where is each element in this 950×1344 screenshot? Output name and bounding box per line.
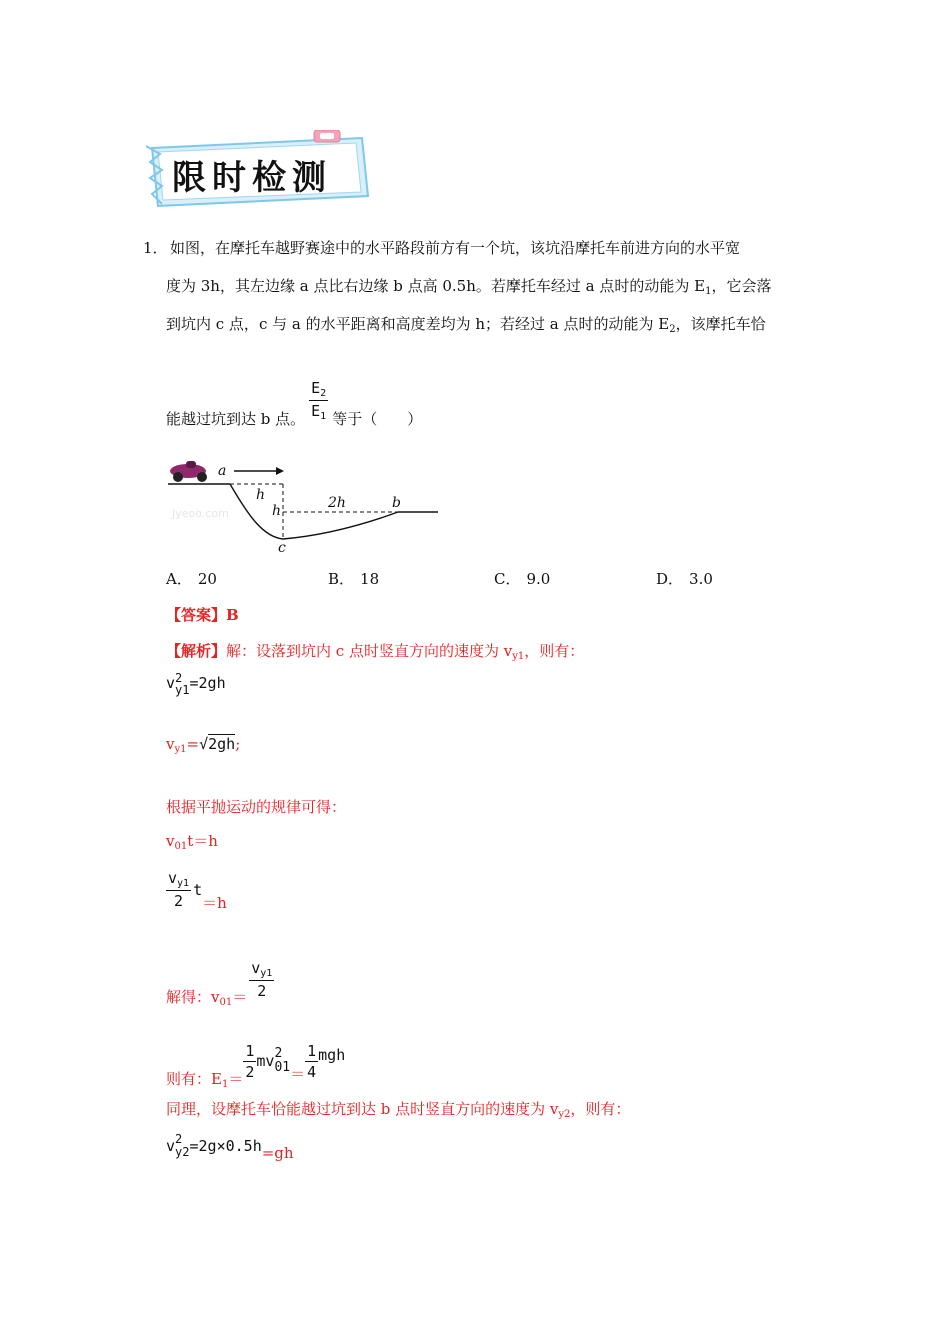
- rule-text: 根据平抛运动的规律可得：: [166, 798, 347, 816]
- question-line-2: [166, 275, 771, 297]
- pit-diagram-svg: [168, 455, 443, 555]
- ratio-denominator: $E_1$: [311, 402, 327, 422]
- label-2h: 2h: [328, 495, 346, 511]
- half-fraction: $\frac{1}{2}$: [245, 1041, 255, 1081]
- option-b: B． 18: [328, 570, 380, 588]
- question-line-1: 如图，在摩托车越野赛途中的水平路段前方有一个坑，该坑沿摩托车前进方向的水平宽: [170, 239, 741, 257]
- section-title: 限时检测: [172, 158, 332, 198]
- analysis-intro-text: 解：设落到坑内 c 点时竖直方向的速度为 v: [226, 642, 513, 660]
- question-line-4: [166, 372, 422, 429]
- paper-clip-icon: [314, 130, 340, 142]
- equation-e1: 则有：$E_1=$ $\frac{1}{2}$ mv 2 01 ＝ $\frac{1}{4}$ mgh: [166, 1041, 346, 1090]
- analysis-intro: [166, 640, 584, 662]
- e2-subscript: 2: [669, 324, 676, 335]
- analysis-label: 【解析】: [166, 642, 227, 660]
- question-number: 1．: [143, 239, 168, 257]
- label-h-top: h: [256, 487, 266, 503]
- question-line-4-tail: 等于（ ）: [332, 410, 423, 428]
- question-line-2-tail: ，它会落: [711, 277, 772, 295]
- quarter-fraction: $\frac{1}{4}$: [307, 1041, 317, 1081]
- question-line-3-text: 到坑内 c 点，c 与 a 的水平距离和高度差均为 h；若经过 a 点时的动能为 E: [166, 315, 670, 333]
- question-line-2-text: 度为 3h，其左边缘 a 点比右边缘 b 点高 0.5h。若摩托车经过 a 点时的动能为 E: [166, 277, 706, 295]
- option-c: C． 9.0: [494, 570, 551, 588]
- question-line-3: [166, 313, 766, 335]
- equation-solve: 解得：$v_{01}=$ $\frac{v_{y1}}{2}$: [166, 958, 273, 1008]
- label-c: c: [278, 540, 286, 555]
- arrow-head-icon: [276, 467, 284, 475]
- ratio-numerator: $E_2$: [311, 379, 327, 399]
- equation-4: $\frac{v_{y1}}{2}$ t ＝h: [168, 869, 227, 912]
- v01-fraction: $\frac{v_{y1}}{2}$: [251, 958, 273, 1000]
- e1-subscript: 1: [705, 286, 712, 297]
- label-a: a: [218, 463, 227, 479]
- option-a: A． 20: [166, 570, 217, 588]
- ratio-fraction: [309, 379, 328, 422]
- question-line-3-tail: ，该摩托车恰: [675, 315, 766, 333]
- motorcycle-icon: [170, 461, 207, 482]
- question-line-4-text: 能越过坑到达 b 点。: [166, 410, 306, 428]
- equation-1: v 2 y1 =2gh: [166, 671, 226, 697]
- same-method-text: 同理，设摩托车恰能越过坑到达 b 点时竖直方向的速度为 $v_{y2}$，则有：: [166, 1100, 631, 1120]
- answer-label: 【答案】B: [166, 606, 239, 624]
- option-d: D． 3.0: [656, 570, 713, 588]
- label-b: b: [392, 495, 401, 511]
- vy1-subscript: y1: [512, 651, 525, 662]
- equation-5: v 2 y2 =2g×0.5h =gh: [166, 1132, 294, 1162]
- analysis-intro-tail: ，则有：: [524, 642, 585, 660]
- sqrt-symbol: √2gh: [199, 735, 236, 753]
- label-h-side: h: [272, 503, 282, 519]
- pit-diagram: [168, 455, 443, 555]
- vy1-over-2-fraction: $\frac{v_{y1}}{2}$: [168, 869, 190, 910]
- equation-3: $v_{01}t=h$: [166, 832, 218, 852]
- section-banner: [140, 130, 375, 212]
- watermark: Jyeoo.com: [172, 507, 229, 520]
- equation-2: $v_{y1}=√2gh$;: [166, 735, 241, 755]
